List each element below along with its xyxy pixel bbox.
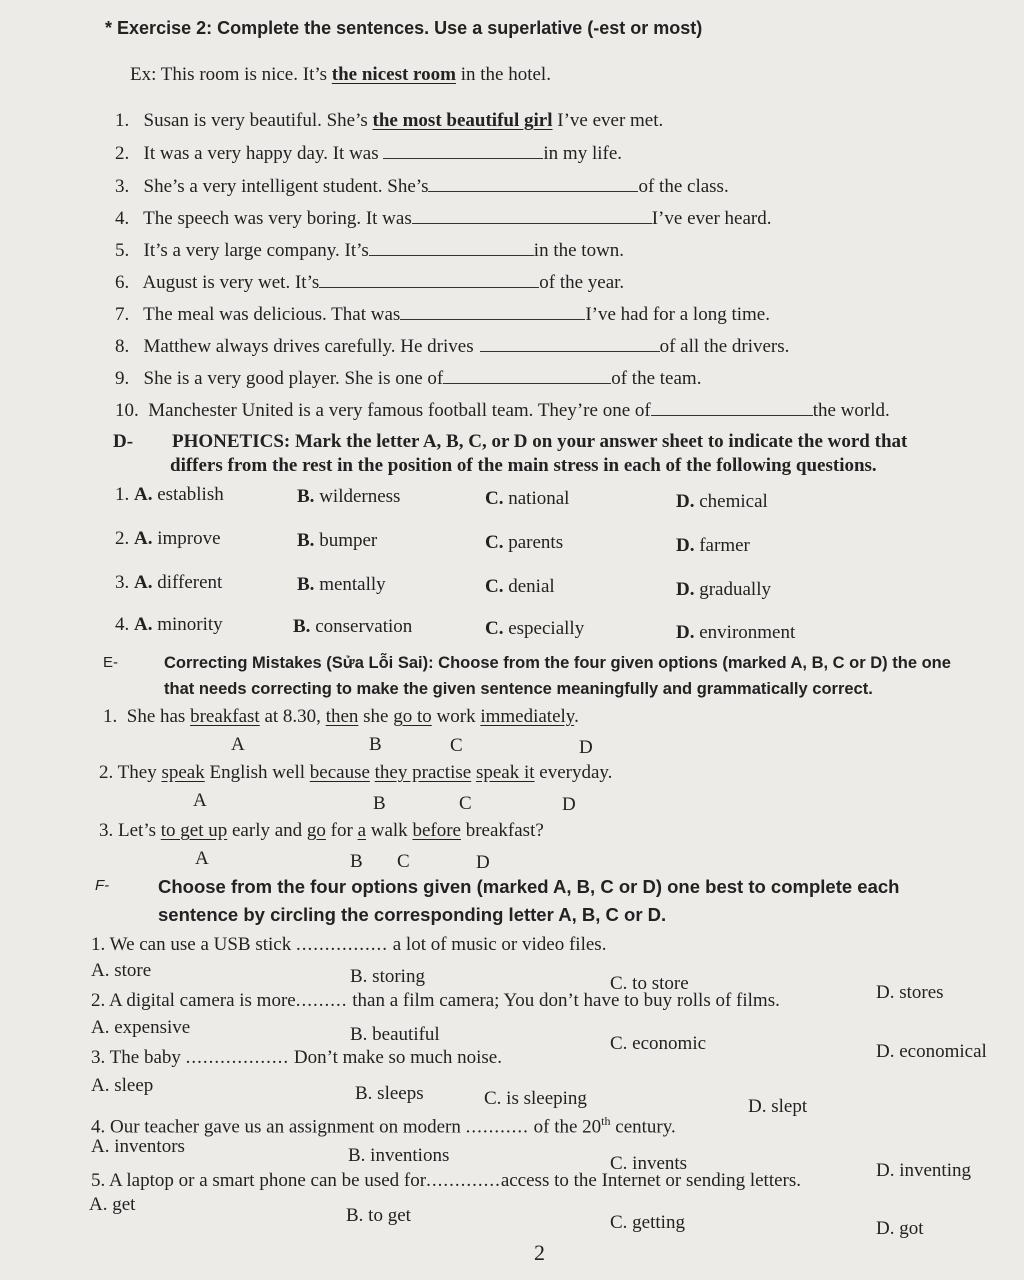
option-b[interactable]: B. inventions (348, 1145, 450, 1166)
option-c[interactable]: C. denial (485, 576, 555, 597)
exercise-title (105, 18, 702, 39)
q-text: Don’t make so much noise. (289, 1047, 502, 1068)
item-post: of all the drivers. (659, 336, 790, 357)
letter-b: B (373, 793, 386, 814)
underlined-c[interactable]: a (357, 820, 366, 841)
option-c[interactable]: C. getting (610, 1212, 685, 1233)
option-text: mentally (319, 574, 386, 595)
item-number: 9. (115, 368, 130, 389)
item-number: 3. (115, 176, 130, 197)
section-d-instruction-1: PHONETICS: Mark the letter A, B, C, or D on your answer sheet to indicate the word that (172, 431, 908, 452)
underlined-b[interactable]: then (325, 706, 359, 727)
q-number: 3. (99, 820, 114, 841)
example-sentence (130, 64, 551, 86)
answer-blank[interactable] (319, 273, 539, 288)
q-text: 2. A digital camera is more (91, 990, 296, 1011)
item-number: 8. (115, 336, 130, 357)
question-text (91, 1114, 676, 1138)
section-e-instruction-2: that needs correcting to make the given sentence meaningfully and grammatically correct. (164, 680, 873, 698)
exercise-item-10 (115, 400, 890, 422)
option-d[interactable]: D. stores (876, 982, 944, 1003)
option-text: chemical (699, 491, 768, 512)
exercise-item-3 (115, 176, 729, 198)
q-text: a lot of music or video files. (387, 934, 607, 955)
exercise-item-7 (115, 304, 770, 326)
option-d[interactable]: D. gradually (676, 579, 771, 600)
q-text: of the 20 (528, 1116, 602, 1138)
option-text: establish (157, 484, 224, 505)
exercise-item-4 (115, 208, 771, 230)
exercise-item-5 (115, 240, 624, 262)
option-text: different (157, 572, 223, 593)
option-text: farmer (699, 535, 750, 556)
item-post: I’ve ever met. (552, 110, 664, 131)
item-post: in the town. (533, 240, 625, 261)
letter-c: C (397, 851, 410, 872)
item-number: 2. (115, 143, 130, 164)
answer-blank[interactable] (443, 369, 611, 384)
item-text: Matthew always drives carefully. He drives (143, 336, 474, 357)
letter-c: C (450, 735, 463, 756)
option-text: wilderness (319, 486, 401, 507)
q-number: 1. (103, 706, 118, 727)
letter-a: A (193, 790, 207, 811)
option-c[interactable]: C. especially (485, 618, 585, 639)
exercise-item-6 (115, 272, 624, 294)
section-d-instruction-2: differs from the rest in the position of the main stress in each of the following questions. (170, 455, 877, 476)
option-text: minority (157, 614, 223, 635)
exercise-title-text: Exercise 2: Complete the sentences. Use a superlative (-est or most) (117, 18, 703, 38)
q-number: 4. (115, 614, 130, 635)
item-post: in my life. (543, 143, 623, 164)
answer-dots: ............. (426, 1170, 501, 1191)
option-d[interactable]: D. farmer (676, 535, 750, 556)
option-a[interactable]: 3. A. different (115, 572, 223, 593)
option-text: especially (508, 618, 585, 639)
option-a[interactable]: 2. A. improve (115, 528, 221, 549)
answer-blank[interactable] (651, 401, 813, 416)
option-b[interactable]: B. to get (346, 1205, 411, 1226)
plain-text: she (358, 706, 394, 727)
item-text: Manchester United is a very famous football team. They’re one of (148, 400, 651, 421)
underlined-a[interactable]: speak (161, 762, 205, 783)
plain-text: She has (126, 706, 191, 727)
letter-d: D (476, 852, 490, 873)
answer-blank[interactable] (400, 305, 585, 320)
item-post: of the year. (539, 272, 625, 293)
option-c[interactable]: C. national (485, 488, 570, 509)
option-a[interactable]: 4. A. minority (115, 614, 223, 635)
item-post: of the class. (638, 176, 729, 197)
option-text: national (508, 488, 570, 509)
item-text: It was a very happy day. It was (143, 143, 384, 164)
option-a[interactable]: A. get (89, 1194, 136, 1215)
section-f-label: F- (95, 877, 110, 894)
exercise-item-1 (115, 110, 663, 132)
answer-blank[interactable] (383, 144, 543, 159)
item-number: 10. (115, 400, 139, 421)
q-text: 1. We can use a USB stick (91, 934, 296, 955)
plain-text: everyday. (534, 762, 613, 783)
option-d[interactable]: D. got (876, 1218, 924, 1239)
example-post: in the hotel. (455, 64, 551, 85)
option-text: denial (508, 576, 555, 597)
exercise-item-9 (115, 368, 701, 390)
plain-text: work (431, 706, 481, 727)
item-post: I’ve ever heard. (651, 208, 772, 229)
underlined-d[interactable]: speak it (475, 762, 535, 783)
item-number: 6. (115, 272, 130, 293)
question-text (91, 990, 780, 1012)
q-text: century. (610, 1116, 676, 1138)
option-text: gradually (699, 579, 771, 600)
correction-sentence-3 (99, 820, 544, 842)
example-pre: Ex: This room is nice. It’s (130, 64, 332, 85)
plain-text: breakfast? (460, 820, 544, 841)
answer-blank[interactable] (428, 177, 638, 192)
section-e-instruction-1: Correcting Mistakes (Sửa Lỗi Sai): Choose from the four given options (marked A, B, C or D) the one (164, 654, 951, 672)
q-text: 4. Our teacher gave us an assignment on modern (91, 1116, 466, 1138)
q-text: 5. A laptop or a smart phone can be used for (91, 1170, 427, 1191)
page-number: 2 (534, 1240, 545, 1265)
q-text: 3. The baby (91, 1047, 186, 1068)
item-number: 7. (115, 304, 130, 325)
underlined-c[interactable]: they practise (374, 762, 472, 783)
q-number: 3. (115, 572, 130, 593)
option-a[interactable]: 1. A. establish (115, 484, 224, 505)
plain-text: Let’s (118, 820, 161, 841)
item-text: The speech was very boring. It was (143, 208, 412, 229)
item-number: 4. (115, 208, 130, 229)
underlined-b[interactable]: because (309, 762, 370, 783)
option-b[interactable]: B. mentally (297, 574, 386, 595)
question-text (91, 934, 606, 956)
option-b[interactable]: B. conservation (293, 616, 413, 637)
answer-blank[interactable] (412, 209, 652, 224)
item-answer: the most beautiful girl (372, 110, 553, 131)
item-text: She’s a very intelligent student. She’s (143, 176, 429, 197)
section-f-instruction-1: Choose from the four options given (marked A, B, C or D) one best to complete each (158, 876, 900, 897)
plain-text: They (117, 762, 162, 783)
item-post: the world. (812, 400, 890, 421)
underlined-d[interactable]: before (412, 820, 461, 841)
item-text: Susan is very beautiful. She’s (143, 110, 373, 131)
option-d[interactable]: D. slept (748, 1096, 808, 1117)
option-text: improve (157, 528, 221, 549)
option-b[interactable]: B. bumper (297, 530, 378, 551)
plain-text: early and (227, 820, 307, 841)
plain-text: at 8.30, (259, 706, 326, 727)
option-c[interactable]: C. is sleeping (484, 1088, 587, 1109)
plain-text: . (574, 706, 579, 727)
example-answer: the nicest room (331, 64, 456, 85)
answer-dots: ......... (295, 990, 348, 1011)
option-a[interactable]: A. sleep (91, 1075, 154, 1096)
item-text: August is very wet. It’s (142, 272, 320, 293)
answer-dots: ........... (465, 1116, 529, 1138)
option-a[interactable]: A. inventors (91, 1136, 185, 1157)
item-text: The meal was delicious. That was (143, 304, 401, 325)
exercise-item-8 (115, 336, 789, 358)
plain-text: for (325, 820, 358, 841)
item-text: It’s a very large company. It’s (143, 240, 369, 261)
q-number: 2. (115, 528, 130, 549)
option-b[interactable]: B. wilderness (297, 486, 401, 507)
q-number: 1. (115, 484, 130, 505)
exercise-item-2 (115, 143, 622, 165)
option-d[interactable]: D. environment (676, 622, 796, 643)
letter-b: B (369, 734, 382, 755)
q-text: than a film camera; You don’t have to buy rolls of films. (347, 990, 780, 1011)
correction-sentence-2 (99, 762, 612, 784)
option-text: environment (699, 622, 796, 643)
item-text: She is a very good player. She is one of (143, 368, 444, 389)
option-text: parents (508, 532, 564, 553)
answer-dots: .................. (185, 1047, 290, 1068)
underlined-a[interactable]: to get up (160, 820, 228, 841)
letter-a: A (231, 734, 245, 755)
question-text (91, 1170, 801, 1192)
letter-b: B (350, 851, 363, 872)
letter-c: C (459, 793, 472, 814)
q-superscript: th (601, 1114, 611, 1128)
q-text: access to the Internet or sending letters. (500, 1170, 802, 1191)
option-d[interactable]: D. economical (876, 1041, 987, 1062)
item-post: of the team. (611, 368, 702, 389)
plain-text: English well (204, 762, 310, 783)
underlined-a[interactable]: breakfast (190, 706, 260, 727)
option-a[interactable]: A. expensive (91, 1017, 191, 1038)
option-c[interactable]: C. invents (610, 1153, 688, 1174)
option-d[interactable]: D. chemical (676, 491, 768, 512)
item-number: 5. (115, 240, 130, 261)
section-e-label: E- (103, 654, 118, 671)
section-d-label: D- (113, 431, 134, 452)
letter-a: A (195, 848, 209, 869)
answer-blank[interactable] (369, 241, 534, 256)
option-d[interactable]: D. inventing (876, 1160, 971, 1181)
section-f-instruction-2: sentence by circling the corresponding letter A, B, C or D. (158, 904, 667, 925)
letter-d: D (562, 794, 576, 815)
question-text (91, 1047, 502, 1069)
option-b[interactable]: B. beautiful (350, 1024, 440, 1045)
option-b[interactable]: B. storing (350, 966, 425, 987)
answer-blank[interactable] (480, 337, 660, 352)
option-c[interactable]: C. to store (610, 973, 689, 994)
correction-sentence-1 (103, 706, 579, 728)
underlined-d[interactable]: immediately (480, 706, 575, 727)
option-c[interactable]: C. economic (610, 1033, 707, 1054)
q-number: 2. (99, 762, 114, 783)
option-text: bumper (319, 530, 378, 551)
underlined-c[interactable]: go to (393, 706, 432, 727)
item-number: 1. (115, 110, 130, 131)
option-a[interactable]: A. store (91, 960, 152, 981)
underlined-b[interactable]: go (306, 820, 326, 841)
answer-dots: ................ (295, 934, 388, 955)
option-c[interactable]: C. parents (485, 532, 564, 553)
item-post: I’ve had for a long time. (585, 304, 770, 325)
bullet-star: * (105, 18, 113, 38)
letter-d: D (579, 737, 593, 758)
option-text: conservation (315, 616, 413, 637)
option-b[interactable]: B. sleeps (355, 1083, 424, 1104)
plain-text: walk (366, 820, 413, 841)
